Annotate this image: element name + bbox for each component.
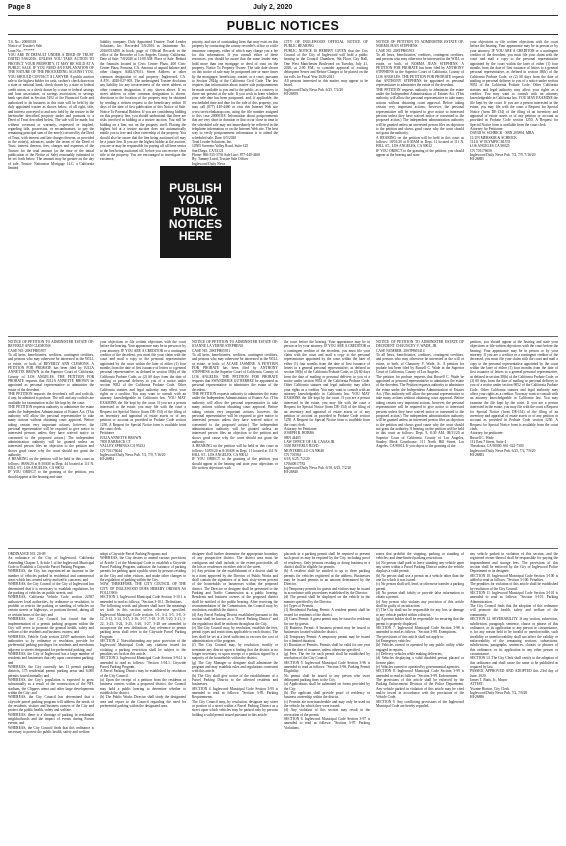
- probate-notice-joanne-cont: the court before the hearing. Your appearance may be in person or by your attorney. IF YOU ARE A CREDITOR or a contingent creditor of the decedent, you must file your claim with the court and mail a copy to the personal representative appointed by the court within the later of either (1) four months from the date of first issuance of letters to a general personal representative, as defined in section 58(b) of the California Probate Code, or (2) 60 days from the date of mailing or personal delivery to you of a notice under section 9052 of the California Probate Code. Other California statutes and legal authority may affect your rights as a creditor. You may want to consult with an attorney knowledgeable in California law. YOU MAY EXAMINE the file kept by the court. If you are a person interested in the estate, you may file with the court a Request for Special Notice (form DE-154) of the filing of an inventory and appraisal of estate assets or of any petition or account as provided in Probate Code section 1250. A Request for Special Notice form is available from the court clerk. Attorney for Petitioner JOSEPH R. HOBBS SBN 44405 LAW OFFICE OF J.R. CASAS JR. 5350 BEVERLY BLVD. MONTEBELLO CA 90640 CN 701584 6/18, 6/25, 7/2/20 CN640017782 Inglewood Daily News Pub. 6/18, 6/25, 7/2/20 HI-26840: [284, 340, 370, 475]
- trustee-sale-notice-cont: liability company. Duly Appointed Trustee: Total Lender Solutions, Inc. Recorded 5/6/2016 as Instrument No. 20160513488 in book, page of Official Records in the office of the Recorder of Los Angeles County, California. Date of Sale: 7/8/2020 at 11:00 AM. Place of Sale: Behind the fountain located in Civic Center Plaza, 400 Civic Center Plaza, Pomona, CA. Amount of unpaid balance and other charges: $482,678.61. Street Address or other common designation of real property: Inglewood, CA. A.P.N.: 4028-027-003. The undersigned Trustee disclaims any liability for any incorrectness of the street address or other common designation, if any, shown above. If no street address or other common designation is shown, directions to the location of the property may be obtained by sending a written request to the beneficiary within 10 days of the date of first publication of this Notice of Sale. Notice To Potential Bidders: If you are considering bidding on this property lien, you should understand that there are risks involved in bidding at a trustee auction. You will be bidding on a lien, not on the property itself. Placing the highest bid at a trustee auction does not automatically entitle you to free and clear ownership of the property. You should also be aware that the lien being auctioned off may be a junior lien. If you are the highest bidder at the auction, you are or may be responsible for paying off all liens senior to the lien being auctioned off, before you can receive clear title to the property. You are encouraged to investigate the existence,: [100, 40, 187, 162]
- probate-notice-wade-cont: petition, you should appear at the hearing and state your objections or file written objections with the court before the hearing. Your appearance may be in person or by your attorney. If you are a creditor or a contingent creditor of the deceased, you must file your claim with the court and mail a copy to the personal representative appointed by the court within the later of either (1) four months from the date of first issuance of letters to a general personal representative, as defined in section 58(b) of the California Probate Code, or (2) 60 days from the date of mailing or personal delivery to you of a notice under section 9052 of the California Probate Code. Other California statutes and legal authority may affect your rights as a creditor. You may want to consult with an attorney knowledgeable in California law. You may examine the file kept by the court. If you are a person interested in the estate, you may file with the court a Request for Special Notice (form DE-154) of the filing of an inventory and appraisal of estate assets or of any petition or account as provided in Probate Code section 1250. A Request for Special Notice form is available from the court clerk. Attorney for petitioner: Russell C. Wade 112 East 7 Street, Suite 4 Theodosia, CA 90000. 661-522-7300 Inglewood Daily News Pub. 6/25, 7/2, 7/9/20 HI-26883: [470, 340, 558, 457]
- ordinance-col-6: any vehicle parked in violation of this section, and the registered owner thereof shall be responsible for paying the impoundment and storage fees. The provisions of this section shall be enforced by the City of Inglewood Police Department or its designee. SECTION 10. Inglewood Municipal Code Section 3-100 is added to read as follows: "Section 3-100. Penalties. The penalties for violation of this article shall be established by resolution of the City Council. SECTION 11. Inglewood Municipal Code Section 3-101 is amended to read as follows: "Section 3-101. Parking Administration. The City Council finds that the adoption of this ordinance will promote the health, safety and welfare of the community. SECTION 12. SEVERABILITY. If any section, subsection, subdivision, paragraph, sentence, clause or phrase of this ordinance, or its application to any person or circumstance, is for any reason held to be invalid or unenforceable, such invalidity or unenforceability shall not affect the validity or enforceability of the remaining sections, subsections, subdivisions, paragraphs, sentences, clauses or phrases of this ordinance, or its application to any other person or circumstance. SECTION 13. The City Clerk shall certify to the adoption of this ordinance and shall cause the same to be published as required by law. PASSED, APPROVED AND ADOPTED this 23rd day of June, 2020. James T. Butts, Jr., Mayor ATTEST: Yvonne Horton, City Clerk Inglewood Daily News Pub. 7/2, 7/9/20 HI-26886: [470, 552, 558, 700]
- ordinance-col-4: placards in a parking permit shall be required to present such proof as may be required by the City, including proof of residency. Only persons residing or doing business in a district shall be eligible for permits. (b) A resident shall be entitled to up to three parking permits for vehicles registered at the address. Businesses may be issued permits in an amount determined by the Director. (c) Temporary permits for guests and visitors may be issued in accordance with procedures established by the Director. (d) The permit shall be displayed on the vehicle in the manner specified by the Director. (e) Types of Permits. (1) Residential Parking Permit: A resident permit shall be issued for residents of the district. (2) Guest Permit: A guest permit may be issued to residents for use by guests. (3) Business Permit: A business permit may be issued to businesses located within the district. (4) Temporary Permit: A temporary permit may be issued for a limited duration. (f) Duration of Permits. Permits shall be valid for one year from the date of issuance, unless otherwise specified. (g) Fees. The fee for each permit shall be established by resolution of the City Council. SECTION 5. Inglewood Municipal Code Section 3-96 is amended to read as follows: "Section 3-96. Parking Permit Eligibility. No permit shall be issued to any person who owes delinquent parking fines to the City. (a) Applications shall be submitted on forms provided by the City. (b) The applicant shall provide proof of residency or business ownership within the district. (c) Permits are non-transferable and may only be used on the vehicle for which they were issued. (d) Any violation of this section may result in the revocation of the permit. SECTION 6. Inglewood Municipal Code Section 3-97 is amended to read as follows: "Section 3-97. Parking Violations.: [284, 552, 371, 730]
- probate-notice-wade: NOTICE OF PETITION TO ADMINISTER ESTATE OF DECEDENT CHAUNCEY V. WADE, JR. CASE NUMBER: 20STPB05414 To all heirs, beneficiaries, creditors, contingent creditors, and persons who may otherwise be interested in the will or estate, or both, of Chauncey V. Wade, Jr.. A petition for probate has been filed by Russell C. Wade in the Superior Court of California, County of Los Angeles. The petition for probate requests that Russell C. Wade be appointed as personal representative to administer the estate of the decedent. The Petition requests authority to administer the estate under the Independent Administration of Estates Act. (This authority will allow the personal representative to take many actions without obtaining court approval. Before taking certain very important actions, however, the personal representative will be required to give notice to interested persons unless they have waived notice or consented to the proposed action.) The independent administration authority will be granted unless an interested person files an objection to the petition and shows good cause why the court should not grant the authority. A hearing on the petition will be held in this court as follows: Dept. 9, 8:30 AM, 08/31/20 at Superior Court of California, County of Los Angeles, Stanley Mosk Courthouse, 111 North Hill Street, Los Angeles, CA 90012. If you object to the granting of the: [376, 340, 464, 449]
- issue-date: July 2, 2020: [253, 4, 293, 11]
- ordinance-col-3: designee shall further determine the appropriate boundary of any prospective district. The district area must be contiguous and shall include, to the extent practicable, all the lots or residences on either side of the street. (c) Any petition for the establishment of a district shall be in a form approved by the Director of Public Works and shall contain the signatures of at least sixty-seven percent of the households or businesses within the proposed district. The Director or designee shall be presented to the Parking and Traffic Commission at a public hearing. Residents and business owners of the proposed district shall be notified of the public hearing. After receiving the recommendation of the Commission, the Council may, by resolution, establish the district. (d) Any Parcel Parking District established pursuant to this section shall be known as a "Parcel Parking District" and the regulations shall be uniform throughout the City. (e) The City Council may, by resolution, establish the fees, permit types and restrictions applicable to each district. The fees shall be set at a level sufficient to recover the cost of administration of the program. (f) The City Council may, by resolution, modify or terminate any district upon a finding that the district is no longer necessary, or upon receipt of a petition signed by a majority of the households within the district. (g) The City Manager or designee shall administer the program and may establish rules and regulations consistent with this article. (h) The City shall give notice of the establishment of a Parcel Parking District to the affected residents and businesses. SECTION 4. Inglewood Municipal Code Section 3-95 is amended to read as follows: "Section 3-95. Parking Requirements. The City Council may, by resolution, designate any street or portion of a street within a Parcel Parking District as a street upon which vehicles may be parked only by persons holding a valid permit issued pursuant to this article.: [192, 552, 278, 717]
- probate-notice-stephens: NOTICE OF PETITION TO ADMINISTER ESTATE OF: NORMA JEAN STEPHENS CASE NO. 20STPB05913 To all heirs, beneficiaries, creditors, contingent creditors, and persons who may otherwise be interested in the WILL or estate, or both, of NORMA JEAN STEPHENS. A PETITION FOR PROBATE has been filed by ANTHONY STEPHENS in the Superior Court of California, County of LOS ANGELES. THE PETITION FOR PROBATE requests that ANTHONY STEPHENS be appointed as personal representative to administer the estate of the decedent. THE PETITION requests authority to administer the estate under the Independent Administration of Estates Act. (This authority will allow the personal representative to take many actions without obtaining court approval. Before taking certain very important actions, however, the personal representative will be required to give notice to interested persons unless they have waived notice or consented to the proposed action.) The independent administration authority will be granted unless an interested person files an objection to the petition and shows good cause why the court should not grant the authority. A HEARING on the petition will be held in this court as follows: 10/01/20 at 8:30AM in Dept. 11 located at 111 N. HILL ST., LOS ANGELES, CA 90012 IF YOU OBJECT to the granting of the petition, you should appear at the hearing and state: [376, 40, 464, 157]
- trustee-sale-notice: T.S. No.: 20000318 Notice of Trustee's Sale Loan No.: ****** YOU ARE IN DEFAULT UNDER A DEED OF TRUST DATED 5/06/2016. UNLESS YOU TAKE ACTION TO PROTECT YOUR PROPERTY, IT MAY BE SOLD AT A PUBLIC SALE. IF YOU NEED AN EXPLANATION OF THE NATURE OF THE PROCEEDING AGAINST YOU, YOU SHOULD CONTACT A LAWYER. A public auction sale to the highest bidder for cash, cashier's check drawn on a state or national bank, check drawn by a state or federal credit union, or a check drawn by a state or federal savings and loan association, or savings association, or savings bank specified in Section 5102 of the Financial Code and authorized to do business in this state will be held by the duly appointed trustee as shown below, of all right, title, and interest conveyed to and now held by the trustee in the hereinafter described property under and pursuant to a Deed of Trust described below. The sale will be made, but without covenant or warranty, expressed or implied, regarding title, possession, or encumbrances, to pay the remaining principal sum of the note(s) secured by the Deed of Trust, with interest and late charges thereon, as provided in the note(s), advances, under the terms of the Deed of Trust, interest thereon, fees, charges and expenses of the Trustee for the total amount (at the time of the initial publication of the Notice of Sale) reasonably estimated to be set forth below. The amount may be greater on the day of sale. Trustor: Nationstar Mortgage LLC, a California limited: [8, 40, 94, 170]
- ordinance-col-5: zones that prohibit the stopping, parking or standing of vehicles; and time-limited parking restrictions. (a) No person shall park or leave standing any vehicle upon any street within a Parcel Parking District unless the vehicle displays a valid permit. (b) No person shall use a permit on a vehicle other than the one for which it was issued. (c) No person shall sell, lend, or otherwise transfer a parking permit. (d) No person shall falsify or provide false information to obtain a permit. (e) Any person who violates any provision of this article shall be guilty of an infraction. (f) The City shall not be responsible for any loss or damage to any vehicle parked within a district. (g) A permit holder shall be responsible for ensuring that the permit is properly displayed. SECTION 7. Inglewood Municipal Code Section 3-98 is amended to read as follows: "Section 3-98. Exemptions. The provisions of this article shall not apply to: (a) Emergency vehicles; (b) Vehicles owned or operated by any public utility while engaged in repairs; (c) Delivery vehicles while making deliveries; (d) Vehicles displaying a valid disabled person placard or license plate; (e) Vehicles owned or operated by governmental agencies. SECTION 8. Inglewood Municipal Code Section 3-99 is amended to read as follows: "Section 3-99. Enforcement. The provisions of this article shall be enforced by the Parking Enforcement Division of the Police Department. Any vehicle parked in violation of this article may be cited and/or towed in accordance with the provisions of the Vehicle Code. SECTION 9. Any conflicting provisions of the Inglewood Municipal Code are hereby repealed.: [376, 552, 464, 709]
- public-hearing-notice: CITY OF INGLEWOOD OFFICIAL NOTICE OF PUBLIC HEARING PUBLIC NOTICE IS HEREBY GIVEN that the City Council of the City of Inglewood will hold a public hearing in the Council Chambers, 9th Floor, City Hall, One West Manchester Boulevard on Tuesday, July 21, 2020, at 2:00 P.M., to consider approval of existing delinquent Sewer and Refuse Charges to be placed on the tax rolls for Fiscal Year 2020-2021. All persons interested in this matter, may appear to be heard. Inglewood Daily News Pub. 6/25, 7/2/20 HI-26859: [284, 40, 368, 97]
- trustee-sale-notice-end: priority, and size of outstanding liens that may exist on this property by contacting the county recorder's office or a title insurance company, either of which may charge you a fee for this information. If you consult either of these resources, you should be aware that the same lender may hold more than one mortgage or deed of trust on the property. Notice To Property Owner: The sale date shown on this notice of sale may be postponed one or more times by the mortgagee, beneficiary, trustee, or a court, pursuant to Section 2924g of the California Civil Code. The law requires that information about trustee sale postponements be made available to you and to the public, as a courtesy to those not present at the sale. If you wish to learn whether your sale date has been postponed, and, if applicable, the rescheduled time and date for the sale of this property, you may call (877) 440-4460 or visit this Internet Web site www.servicelinkasap.com, using the file number assigned to this case 20000318. Information about postponements that are very short in duration or that occur close in time to the scheduled sale may not immediately be reflected in the telephone information or on the Internet Web site. The best way to verify postponement information is to attend the scheduled sale. Date: 6/5/2020 Total Lender Solutions, Inc. 10505 Sorrento Valley Road, Suite 125 San Diego, CA 92121 Phone: 866-535-3736 Sale Line: 877-440-4460 By: Tammy Laird, Trustee Sale Officer Inglewood Daily News: [192, 40, 278, 166]
- probate-notice-stephens-cont: your objections or file written objections with the court before the hearing. Your appearance may be in person or by your attorney. IF YOU ARE A CREDITOR or a contingent creditor of the decedent, you must file your claim with the court and mail a copy to the personal representative appointed by the court within the later of either (1) four months from the date of first issuance of letters to a general personal representative, as defined in section 58(b) of the California Probate Code, or (2) 60 days from the date of mailing or personal delivery to you of a notice under section 9052 of the California Probate Code. Other California statutes and legal authority may affect your rights as a creditor. You may want to consult with an attorney knowledgeable in California law. YOU MAY EXAMINE the file kept by the court. If you are a person interested in the estate, you may file with the court a Request for Special Notice (form DE-154) of the filing of an inventory and appraisal of estate assets or of any petition or account as provided in Probate Code section 1250. A Request for Special Notice form is available from the court clerk. Attorney for Petitioner DAVID W. SCHRICK - SBN 205894, MBA CLUN MERSKIR & SCHRICK 11411 W OLYMPIC BLVD LOS ANGELES CA 90025 CN 701176650 Inglewood Daily News Pub. 7/2, 7/9, 7/16/20 HI-26885: [470, 40, 558, 162]
- ordinance-col-1: ORDINANCE NO. 20-09 An ordinance of the City of Inglewood, California Amending Chapter 3, Article 1 of the Inglewood Municipal Code to Establish a Citywide Parcel Parking Program. WHEREAS, the City has experienced an increase in the number of vehicles parked in residential and commercial areas which has created safety and traffic concerns; and WHEREAS, the City Council of the City of Inglewood has determined that it is necessary to establish regulations for the parking of vehicles on public streets; and WHEREAS, California Vehicle Code section 22507 authorizes local authorities, by ordinance or resolution, to prohibit or restrict the parking or standing of vehicles on certain streets or highways, or portions thereof, during all or certain hours of the day; and WHEREAS, the City Council has found that the implementation of a permit parking program within the City will serve to promote the general health, safety and welfare of the residents and business owners; and WHEREAS, Vehicle Code section 22507 authorizes local authorities to by ordinance or resolution, provide for preferential parking privileges for residents and merchants adjacent to streets designated for preferential parking; and WHEREAS, the City of Inglewood has a large number of residents and businesses that rely upon convenient parking; and WHEREAS, the City currently has 11 permit parking districts, 175 residential permit parking areas and 6,000 permits issued annually; and WHEREAS, the City's population is expected to grow substantially as a result of the construction of the NFL stadium, the Clippers arena and other large developments within the City; and WHEREAS, the City Council has determined that a citywide parcel parking program will address the needs of the residents, visitors and business owners of the City and protect the public health, safety and welfare. WHEREAS, there is a shortage of parking in residential neighborhoods and the impact of events during Forum events; and WHEREAS, the City Council finds that this ordinance is necessary to protect the public health, safety and welfare.: [8, 552, 94, 735]
- ad-line: NOTICES: [168, 217, 223, 231]
- publish-notices-ad: [160, 166, 231, 258]
- ad-line: PUBLIC: [173, 205, 218, 219]
- page-number: Page 8: [8, 4, 31, 11]
- section-divider: [8, 548, 558, 549]
- ordinance-col-2: adopt a Citywide Parcel Parking Program; and WHEREAS, the City desires to amend various provisions of Article 1 of the Municipal Code to establish a Citywide Parcel Parking Program, authorize the issuance of parking permits for parking upon a public street by persons residing in the City and other visitors, and make other changes to the regulation of parking within the City. NOW, THEREFORE, THE CITY COUNCIL OF THE CITY OF INGLEWOOD DOES HEREBY ORDAIN AS FOLLOWS: SECTION 1. Inglewood Municipal Code Section 3-10.1 is amended to read as follows: "Section 3-10.1. Definitions. The following words and phrases shall have the meanings set forth in this section unless otherwise specified. Inglewood Municipal Code sections 3-1, 3-4, 3-5, 3-8, 3-12, 3-13, 3-14, 3-15, 3-16, 3-17, 3-18, 3-19, 3-20, 3-21, 3-22, 3-23, 3-24, 3-25, 3-26, 3-27, 3-28 are amended to incorporate the new definitions. Any reference to permit parking areas shall refer to the Citywide Parcel Parking Program. SECTION 2. Notwithstanding any prior provision of the Inglewood Municipal Code, any citations issued for violating a parking restriction shall be subject to the penalties set forth in this article. SECTION 3. Inglewood Municipal Code Section 3-94.1 is amended to read as follows: "Section 3-94.1. Citywide Parcel Parking Program. A Parcel Parking District may be established by resolution of the City Council. (a) Upon the receipt of a petition from the residents or business owners within a proposed district, the Council may hold a public hearing to determine whether to establish the district. (b) The Public Works Director shall study the designated area and report to the Council regarding the need for preferential parking within the designated area.: [100, 552, 186, 709]
- probate-notice-clemons: NOTICE OF PETITION TO ADMINISTER ESTATE OF: BEVERLY ANN CLEMONS CASE NO. 20STPB05937 To all heirs, beneficiaries, creditors, contingent creditors, and persons who may otherwise be interested in the WILL or estate, or both, of BEVERLY ANN CLEMONS. A PETITION FOR PROBATE has been filed by JULIA ANNETTE BROWN in the Superior Court of California, County of LOS ANGELES. THE PETITION FOR PROBATE requests that JULIA ANNETTE BROWN be appointed as personal representative to administer the estate of the decedent. THE PETITION requests the decedent's will and codicils, if any, be admitted to probate. The will and any codicils are available for examination in the file kept by the court. THE PETITION requests authority to administer the estate under the Independent Administration of Estates Act. (This authority will allow the personal representative to take many actions without obtaining court approval. Before taking certain very important actions, however, the personal representative will be required to give notice to interested persons unless they have waived notice or consented to the proposed action.) The independent administration authority will be granted unless an interested person files an objection to the petition and shows good cause why the court should not grant the authority. A HEARING on the petition will be held in this court as follows: 08/06/20 at 8:30AM in Dept. 44 located at 111 N. HILL ST., LOS ANGELES, CA 90012 IF YOU OBJECT to the granting of the petition, you should appear at the hearing and state: [8, 340, 94, 479]
- ad-line: PUBLISH: [169, 181, 222, 195]
- page-header: [8, 3, 558, 16]
- probate-notice-clemons-cont: your objections or file written objections with the court before the hearing. Your appearance may be in person or by your attorney. IF YOU ARE A CREDITOR or a contingent creditor of the decedent, you must file your claim with the court and mail a copy to the personal representative appointed by the court within the later of either (1) four months from the date of first issuance of letters to a general personal representative, as defined in section 58(b) of the California Probate Code, or (2) 60 days from the date of mailing or personal delivery to you of a notice under section 9052 of the California Probate Code. Other California statutes and legal authority may affect your rights as a creditor. You may want to consult with an attorney knowledgeable in California law. YOU MAY EXAMINE the file kept by the court. If you are a person interested in the estate, you may file with the court a Request for Special Notice (form DE-154) of the filing of an inventory and appraisal of estate assets or of any petition or account as provided in Probate Code section 1250. A Request for Special Notice form is available from the court clerk. Petitioner JULIA ANNETTE BROWN 7805 BARRACK CT VALLEY SPRINGS CA 95252 CN 701176644 Inglewood Daily News Pub. 7/2, 7/9, 7/16/20 HI-26884: [100, 340, 186, 462]
- section-title: PUBLIC NOTICES: [8, 18, 558, 35]
- ad-line: HERE: [178, 229, 213, 243]
- probate-notice-joanne: NOTICE OF PETITION TO ADMINISTER ESTATE OF: JOANNE LA VERNE STEPHENS CASE NO. 20STPB05911 To all heirs, beneficiaries, creditors, contingent creditors, and persons who may otherwise be interested in the WILL or estate, or both, of ACASE JASMINE. A PETITION FOR PROBATE has been filed by ANTHONY STEPHENS in the Superior Court of California, County of LOS ANGELES. THE PETITION FOR PROBATE requests that SWANDRIGE GUTIERREZ be appointed as personal representative to administer the estate of the decedent. THE PETITION requests authority to administer the estate under the Independent Administration of Estates Act. (This authority will allow the personal representative to take many actions without obtaining court approval. Before taking certain very important actions, however, the personal representative will be required to give notice to interested persons unless they have waived notice or consented to the proposed action.) The independent administration authority will be granted unless an interested person files an objection to the petition and shows good cause why the court should not grant the authority. A HEARING on the petition will be held in this court as follows: 10/05/20 at 8:30AM in Dept. 11 located at 111 N. HILL ST., LOS ANGELES, CA 90012 IF YOU OBJECT to the granting of the petition, you should appear at the hearing and state your objections or file written objections with: [192, 340, 278, 470]
- ad-line: YOUR: [178, 193, 213, 207]
- section-divider: [8, 336, 558, 337]
